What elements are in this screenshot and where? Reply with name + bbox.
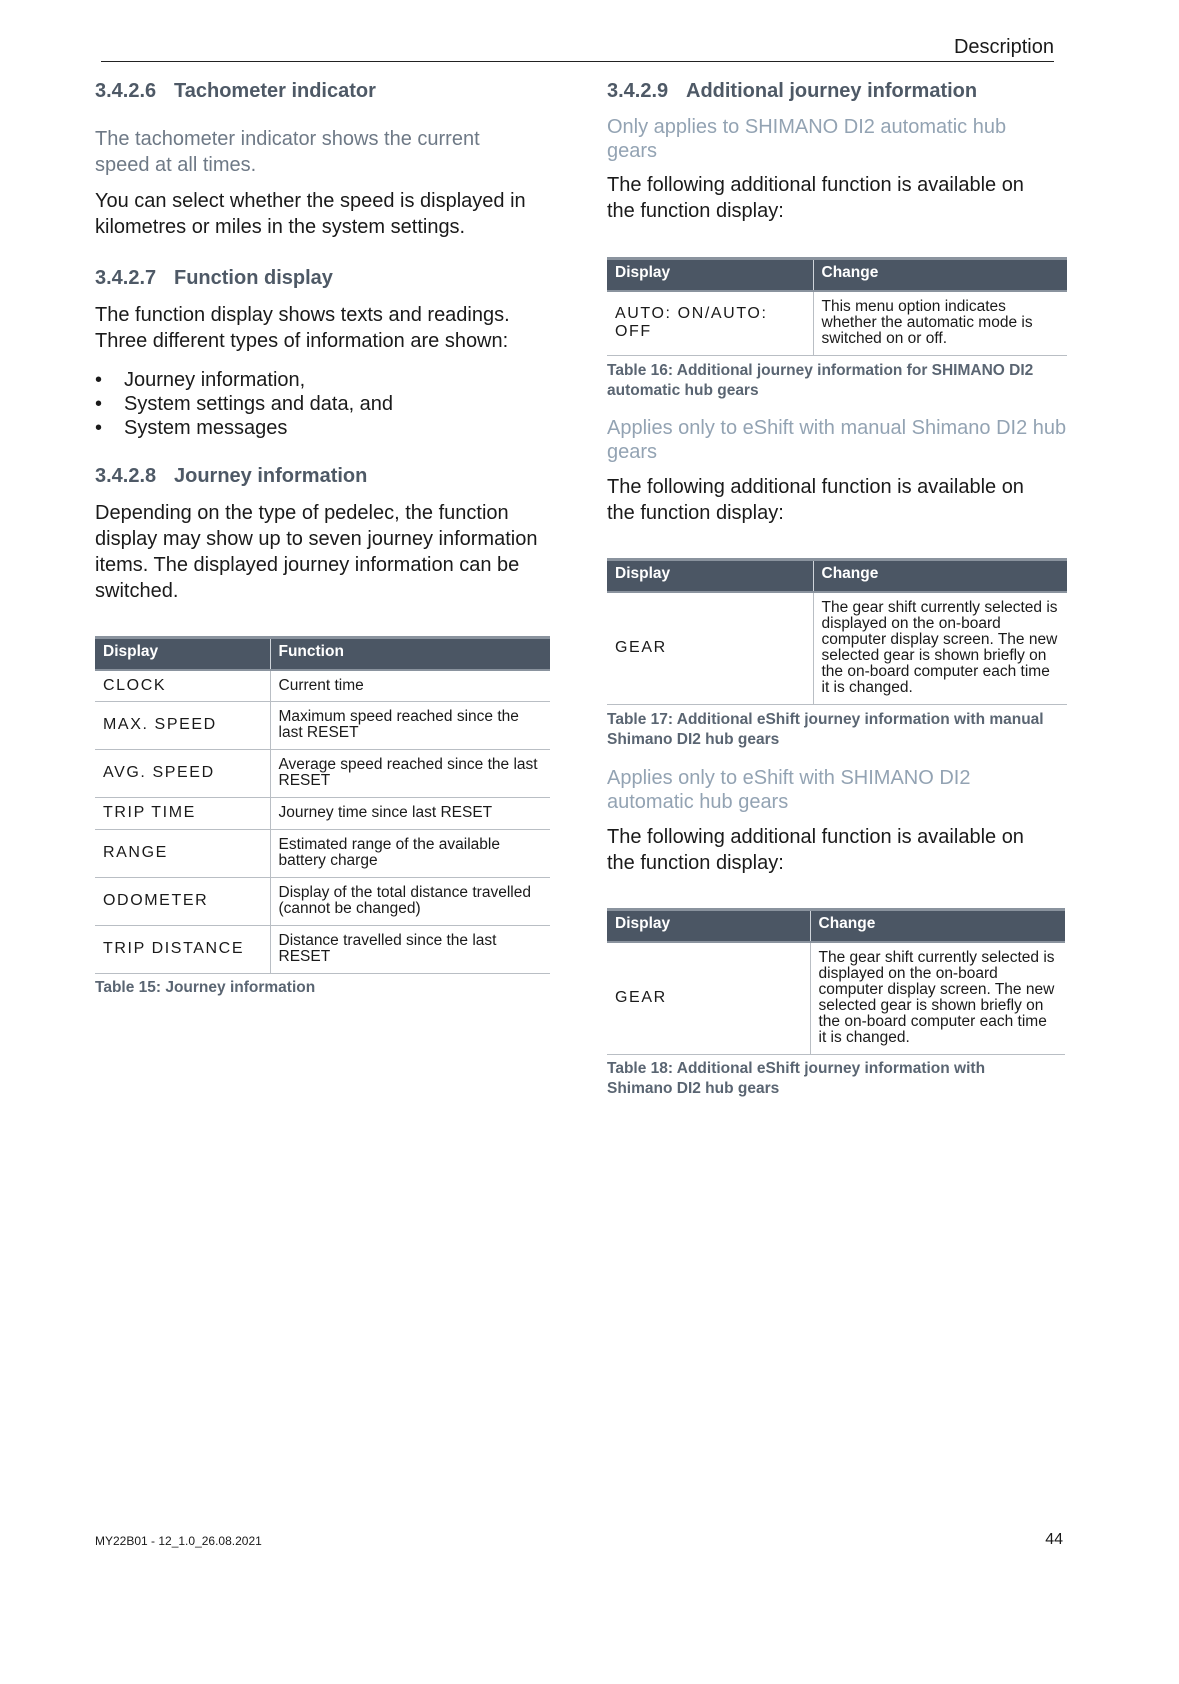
table-caption: Table 16: Additional journey information for SHIMANO DI2 automatic hub gears [607,362,1034,399]
function-cell: Journey time since last RESET [270,797,550,829]
list-item: • System settings and data, and [95,392,545,416]
journey-information-table [95,636,550,974]
section-heading-additional-journey-information [607,80,977,103]
section-title: Additional journey information [686,80,978,102]
table-row [95,670,550,701]
table-row [607,291,1067,355]
table-header-row [607,910,1065,943]
running-header: Description [953,36,1054,58]
change-cell: The gear shift currently selected is displayed on the on-board computer display screen. The new selected gear is shown briefly on the on-board computer each time it is changed. [810,942,1065,1054]
table-row [95,701,550,749]
column-header-display: Display [607,560,813,593]
table-row [607,942,1065,1054]
bullet-list [95,368,545,440]
change-cell: This menu option indicates whether the automatic mode is switched on or off. [813,291,1067,355]
page-number: 44 [1045,1531,1063,1548]
table-18 [607,908,1065,1055]
display-cell: RANGE [95,829,270,877]
section-number: 3.4.2.7 [95,267,157,289]
display-cell: CLOCK [95,670,270,701]
applicability-note: Applies only to eShift with SHIMANO DI2 automatic hub gears [607,767,971,813]
applicability-note: Only applies to SHIMANO DI2 automatic hub gears [607,116,1007,162]
table-caption: Table 18: Additional eShift journey information with Shimano DI2 hub gears [607,1060,986,1097]
section-title: Tachometer indicator [174,80,376,102]
table-caption: Table 15: Journey information [95,979,316,996]
change-cell: The gear shift currently selected is displayed on the on-board computer display screen. The new selected gear is shown briefly on the on-board computer each time it is changed. [813,592,1067,704]
section-number: 3.4.2.6 [95,80,157,102]
paragraph: The following additional function is available on the function display: [607,826,1024,874]
display-cell: AVG. SPEED [95,749,270,797]
paragraph: Depending on the type of pedelec, the function display may show up to seven journey information items. The displayed journey information can be switched. [95,502,538,602]
section-number: 3.4.2.8 [95,465,157,487]
column-header-function: Function [270,638,550,671]
table-header-row [95,638,550,671]
paragraph: The following additional function is available on the function display: [607,476,1024,524]
paragraph: The following additional function is available on the function display: [607,174,1024,222]
paragraph: The function display shows texts and readings. Three different types of information are shown: [95,304,510,352]
display-cell: GEAR [607,942,810,1054]
display-cell: TRIP TIME [95,797,270,829]
display-cell: MAX. SPEED [95,701,270,749]
function-cell: Distance travelled since the last RESET [270,925,550,973]
applicability-note: Applies only to eShift with manual Shimano DI2 hub gears [607,417,1067,463]
function-cell: Estimated range of the available battery charge [270,829,550,877]
column-header-display: Display [95,638,270,671]
section-heading-journey-information [95,465,367,488]
column-header-change: Change [813,560,1067,593]
table-row [95,797,550,829]
function-cell: Maximum speed reached since the last RESET [270,701,550,749]
display-cell: TRIP DISTANCE [95,925,270,973]
table-16 [607,257,1067,356]
function-cell: Current time [270,670,550,701]
section-number: 3.4.2.9 [607,80,669,102]
column-header-display: Display [607,259,813,292]
section-title: Journey information [174,465,368,487]
paragraph: You can select whether the speed is displayed in kilometres or miles in the system settings. [95,190,526,238]
footer-document-id: MY22B01 - 12_1.0_26.08.2021 [95,1534,262,1548]
section-intro: The tachometer indicator shows the current speed at all times. [95,128,480,176]
display-cell: ODOMETER [95,877,270,925]
column-header-change: Change [810,910,1065,943]
table-row [95,749,550,797]
table-row [95,829,550,877]
section-heading-tachometer [95,80,376,103]
table-header-row [607,259,1067,292]
section-title: Function display [174,267,333,289]
function-cell: Average speed reached since the last RESET [270,749,550,797]
list-item: • Journey information, [95,368,545,392]
column-header-change: Change [813,259,1067,292]
list-item: • System messages [95,416,545,440]
display-cell: AUTO: ON/AUTO: OFF [607,291,813,355]
table-caption: Table 17: Additional eShift journey information with manual Shimano DI2 hub gears [607,711,1044,748]
table-row [607,592,1067,704]
table-17 [607,558,1067,705]
section-heading-function-display [95,267,333,290]
column-header-display: Display [607,910,810,943]
table-row [95,877,550,925]
table-row [95,925,550,973]
display-cell: GEAR [607,592,813,704]
header-rule [101,61,1054,62]
table-header-row [607,560,1067,593]
function-cell: Display of the total distance travelled (cannot be changed) [270,877,550,925]
